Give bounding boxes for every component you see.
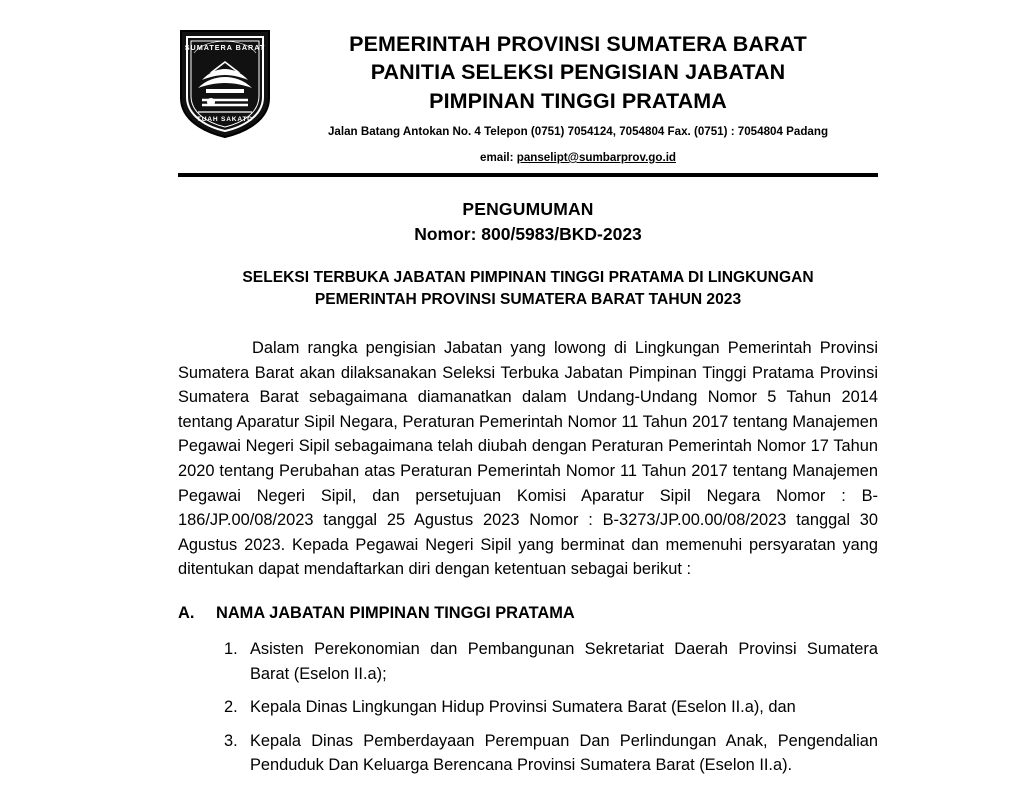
section-a-title: NAMA JABATAN PIMPINAN TINGGI PRATAMA <box>216 604 575 623</box>
svg-text:TUAH SAKATO: TUAH SAKATO <box>196 116 254 123</box>
letterhead-line-1: PEMERINTAH PROVINSI SUMATERA BARAT <box>349 32 807 56</box>
announcement-number: Nomor: 800/5983/BKD-2023 <box>414 223 642 244</box>
letterhead-text <box>278 14 878 167</box>
letterhead-address: Jalan Batang Antokan No. 4 Telepon (0751) 7054124, 7054804 Fax. (0751) : 7054804 Padang <box>327 125 829 139</box>
document-content <box>178 14 878 787</box>
letterhead <box>178 14 878 167</box>
list-item: Kepala Dinas Lingkungan Hidup Provinsi Sumatera Barat (Eselon II.a), dan <box>250 698 796 717</box>
announcement-heading: PENGUMUMAN <box>462 198 594 219</box>
list-item: Kepala Dinas Pemberdayaan Perempuan Dan Perlindungan Anak, Pengendalian Penduduk Dan Keluarga Berencana Provinsi Sumatera Barat (Eselon II.a). <box>250 731 878 775</box>
letterhead-line-2: PANITIA SELEKSI PENGISIAN JABATAN <box>370 60 786 85</box>
svg-text:SUMATERA BARAT: SUMATERA BARAT <box>184 43 266 52</box>
announcement-subject-line-2: PEMERINTAH PROVINSI SUMATERA BARAT TAHUN 2023 <box>314 291 742 309</box>
intro-paragraph: Dalam rangka pengisian Jabatan yang lowong di Lingkungan Pemerintah Provinsi Sumatera Barat akan dilaksanakan Seleksi Terbuka Jabatan Pimpinan Tinggi Pratama Provinsi Sumatera Barat sebagaimana diamanatkan dalam Undang-Undang Nomor 5 Tahun 2014 tentang Aparatur Sipil Negara, Peraturan Pemerintah Nomor 11 Tahun 2017 tentang Manajemen Pegawai Negeri Sipil sebagaimana telah diubah dengan Peraturan Pemerintah Nomor 17 Tahun 2020 tentang Perubahan atas Peraturan Pemerintah Nomor 11 Tahun 2017 tentang Manajemen Pegawai Negeri Sipil, dan persetujuan Komisi Aparatur Sipil Negara Nomor : B-186/JP.00/08/2023 tanggal 25 Agustus 2023 Nomor : B-3273/JP.00.00/08/2023 tanggal 30 Agustus 2023. Kepada Pegawai Negeri Sipil yang berminat dan memenuhi persyaratan yang ditentukan dapat mendaftarkan diri dengan ketentuan sebagai berikut : <box>178 338 878 579</box>
email-address-link[interactable]: panselipt@sumbarprov.go.id <box>516 150 676 164</box>
letterhead-email-row <box>278 150 878 167</box>
list-item: Asisten Perekonomian dan Pembangunan Sekretariat Daerah Provinsi Sumatera Barat (Eselon II.a); <box>250 640 878 683</box>
section-a-letter: A. <box>178 604 195 623</box>
letterhead-divider <box>178 173 878 177</box>
provincial-crest-icon <box>178 28 272 140</box>
email-label: email: <box>480 150 514 164</box>
letterhead-line-3: PIMPINAN TINGGI PRATAMA <box>429 88 727 113</box>
announcement-subject <box>178 267 878 312</box>
announcement-title-block <box>178 199 878 312</box>
announcement-subject-line-1: SELEKSI TERBUKA JABATAN PIMPINAN TINGGI PRATAMA DI LINGKUNGAN <box>242 268 814 286</box>
section-a-heading <box>178 604 878 623</box>
